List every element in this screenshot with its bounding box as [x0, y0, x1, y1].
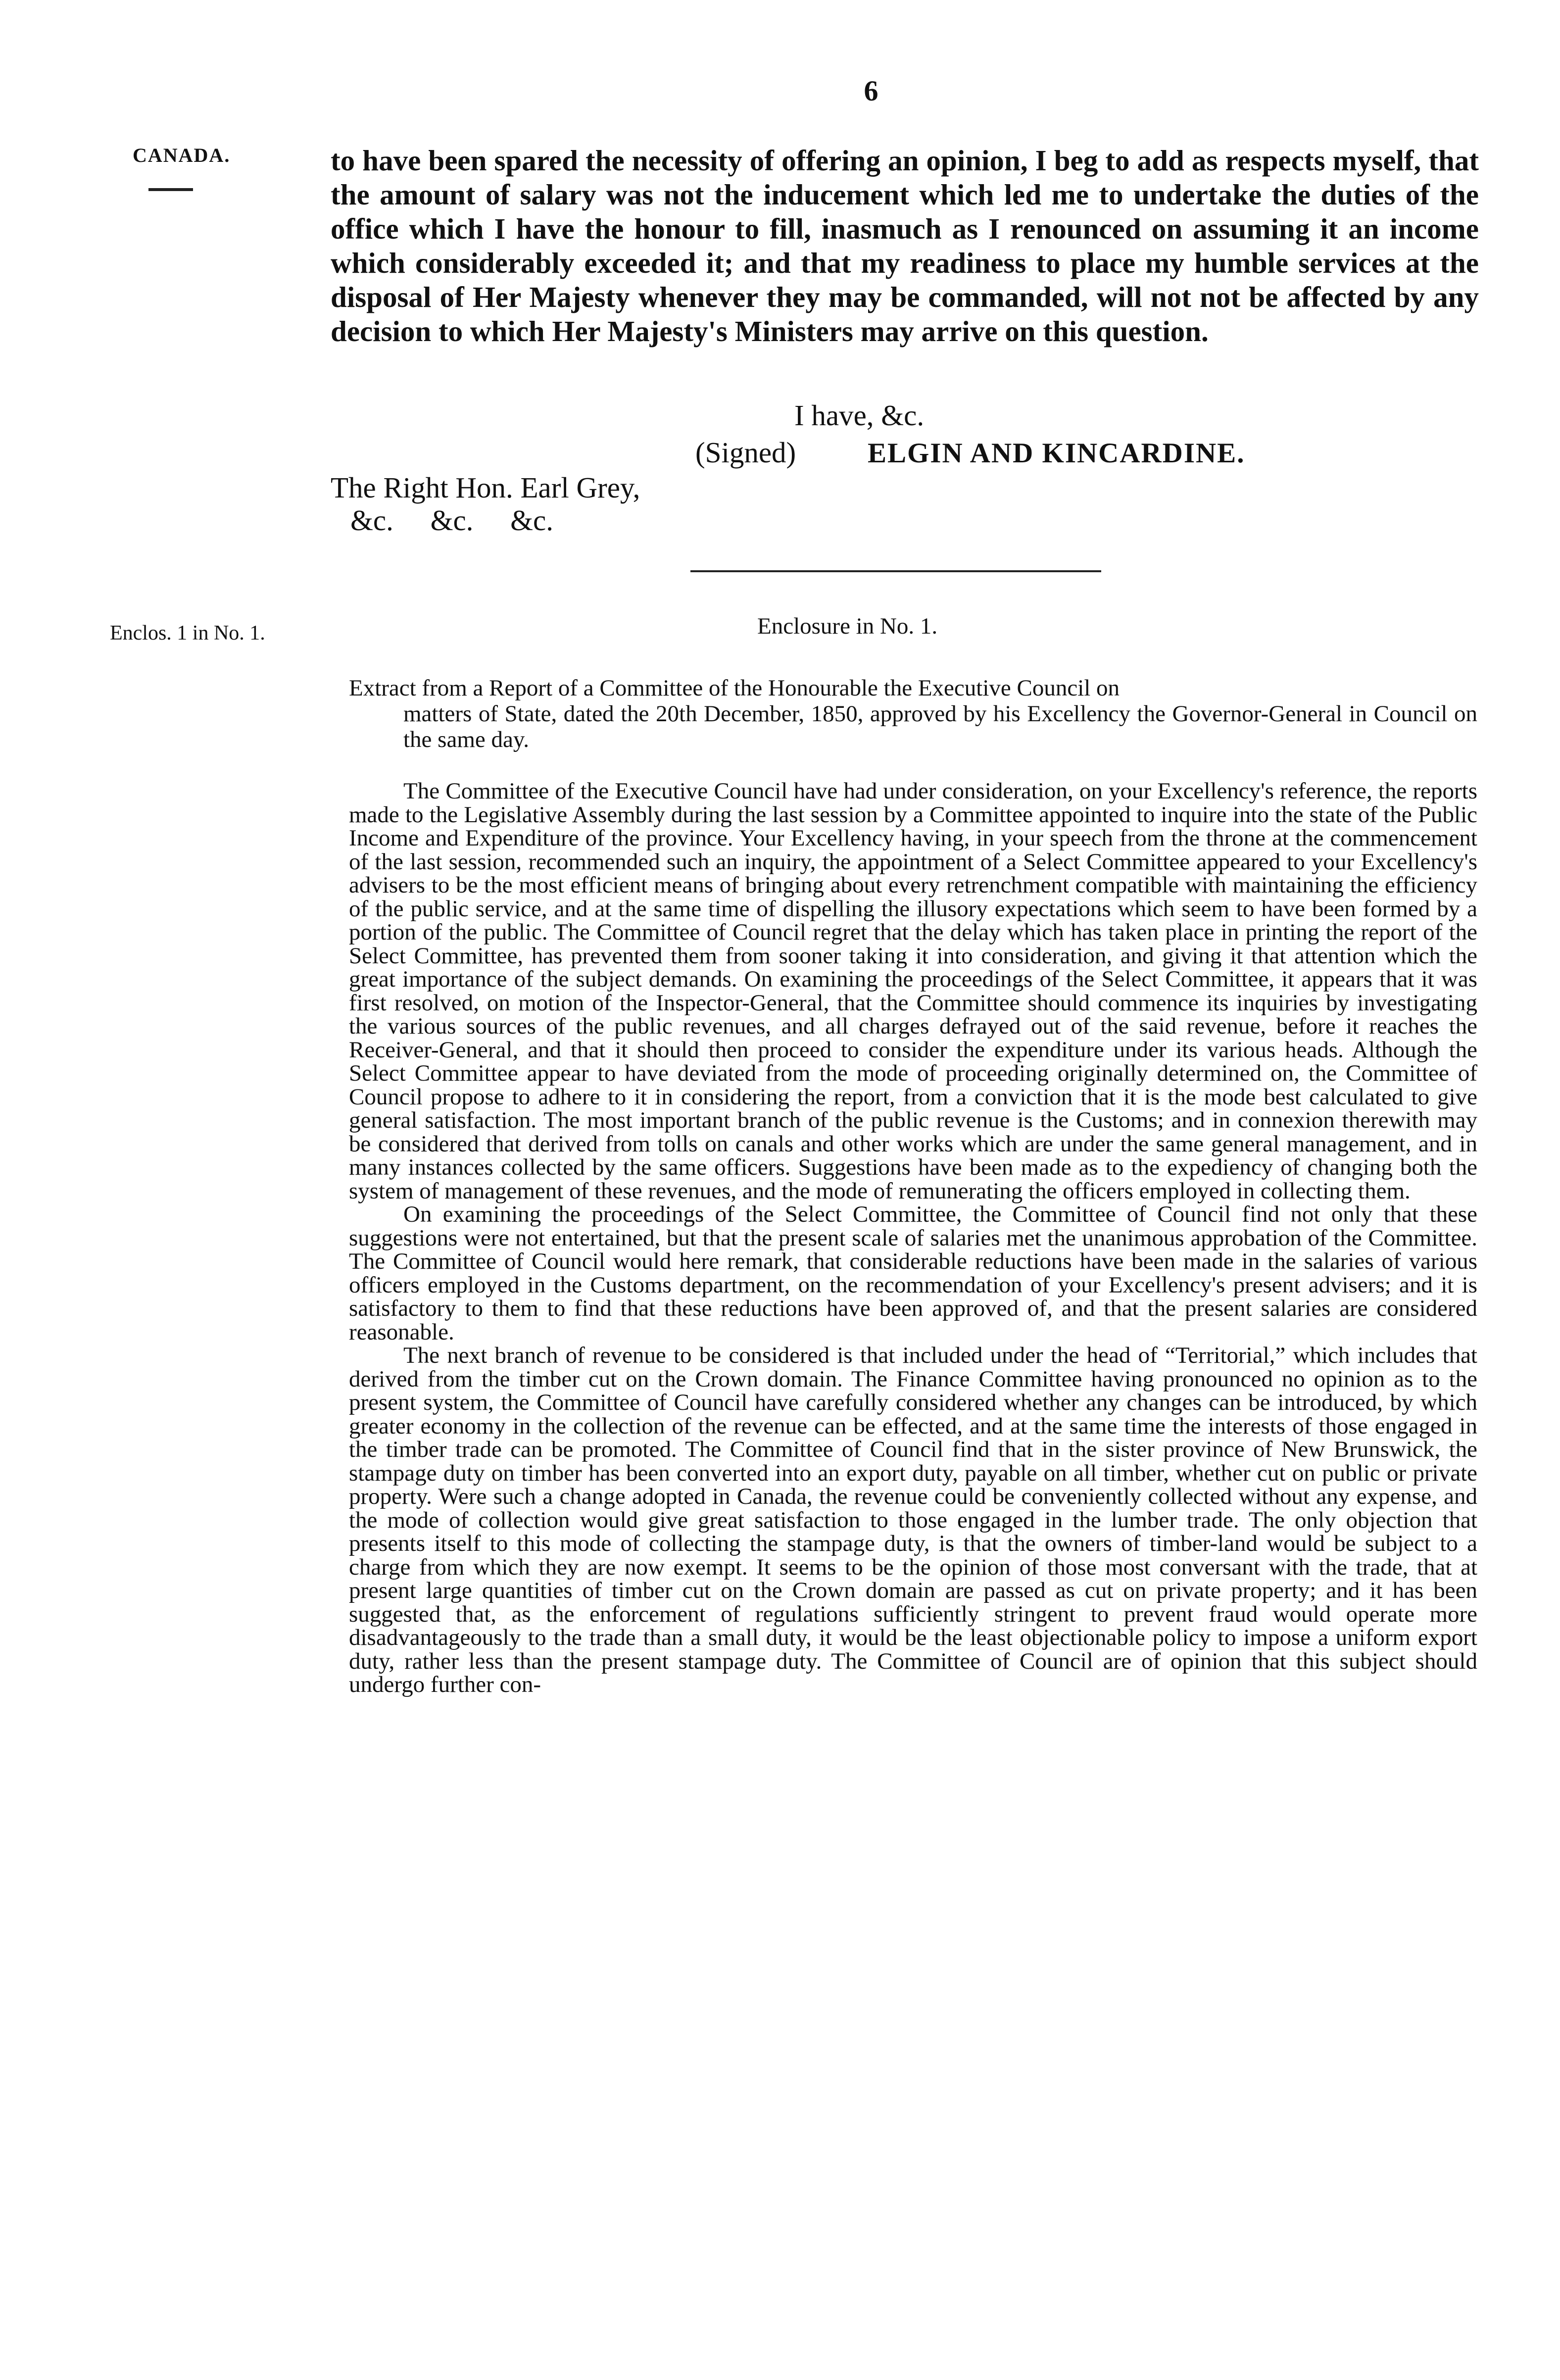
enclosure-title: Enclosure in No. 1.: [757, 613, 938, 639]
signature-line: [695, 436, 1245, 470]
letter-paragraph: to have been spared the necessity of offering an opinion, I beg to add as respects myself, that the amount of salary was not the inducement which led me to undertake the duties of the office which I have the honour to fill, inasmuch as I renounced on assuming it an income which considerably exceeded it; and that my readiness to place my humble services at the disposal of Her Majesty whenever they may be commanded, will not not be affected by any decision to which Her Majesty's Ministers may arrive on this question.: [331, 144, 1479, 347]
section-divider: [690, 570, 1101, 572]
body-paragraph: On examining the proceedings of the Select Committee, the Committee of Council find not only that these suggestions were not entertained, but that the present scale of salaries met the unanimous approbation of the Committee. The Committee of Council would here remark, that considerable reductions have been made in the salaries of various officers employed in the Customs department, on the recommendation of your Excellency's present advisers; and it is satisfactory to them to find that these reductions have been approved of, and that the present salaries are considered reasonable.: [349, 1201, 1477, 1345]
enclosure-body: [349, 780, 1477, 1697]
addressee-block: [331, 471, 640, 537]
extract-heading-line1: Extract from a Report of a Committee of the Honourable the Executive Council on: [349, 675, 1120, 701]
extract-heading-rest: matters of State, dated the 20th December, 1850, approved by his Excellency the Governor-General in Council on the same day.: [403, 701, 1477, 752]
body-paragraph: The next branch of revenue to be considered is that included under the head of “Territorial,” which includes that derived from the timber cut on the Crown domain. The Finance Committee having pronounced no opinion as to the present system, the Committee of Council have carefully considered whether any changes can be introduced, by which greater economy in the collection of the revenue can be effected, and at the same time the interests of those engaged in the timber trade can be promoted. The Committee of Council find that in the sister province of New Brunswick, the stampage duty on timber has been converted into an export duty, payable on all timber, whether cut on public or private property. Were such a change adopted in Canada, the revenue could be conveniently collected without any expense, and the mode of collection would give great satisfaction to those engaged in the lumber trade. The only objection that presents itself to this mode of collecting the stampage duty, is that the owners of timber-land would be subject to a charge from which they are now exempt. It seems to be the opinion of those most conversant with the trade, that at present large quantities of timber cut on the Crown domain are passed as cut on private property; and it has been suggested that, as the enforcement of regulations sufficiently stringent to prevent fraud would operate more disadvantageously to the trade than a small duty, it would be the least objectionable policy to impose a uniform export duty, rather less than the present stampage duty. The Committee of Council are of opinion that this subject should undergo further con-: [349, 1342, 1477, 1697]
margin-note-colony: CANADA.: [133, 144, 231, 166]
signed-label: (Signed): [695, 436, 796, 469]
extract-heading: [349, 675, 1477, 752]
margin-divider: [148, 188, 193, 191]
addressee-name: The Right Hon. Earl Grey,: [331, 471, 640, 504]
page-number: 6: [864, 75, 878, 107]
margin-note-enclosure: Enclos. 1 in No. 1.: [110, 622, 265, 645]
body-paragraph: The Committee of the Executive Council have had under consideration, on your Excellency's reference, the reports made to the Legislative Assembly during the last session by a Committee appointed to inquire into the state of the Public Income and Expenditure of the province. Your Excellency having, in your speech from the throne at the commencement of the last session, recommended such an inquiry, the appointment of a Select Committee appeared to your Excellency's advisers to be the most efficient means of bringing about every retrenchment compatible with maintaining the efficiency of the public service, and at the same time of dispelling the illusory expectations which seem to have been formed by a portion of the public. The Committee of Council regret that the delay which has taken place in printing the report of the Select Committee, has prevented them from sooner taking it into consideration, and giving it that attention which the great importance of the subject demands. On examining the proceedings of the Select Committee, it appears that it was first resolved, on motion of the Inspector-General, that the Committee should commence its inquiries by investigating the various sources of the public revenues, and all charges defrayed out of the said revenue, before it reaches the Receiver-General, and that it should then proceed to consider the expenditure under its various heads. Although the Select Committee appear to have deviated from the mode of proceeding originally determined on, the Committee of Council propose to adhere to it in considering the report, from a conviction that it is the mode best calculated to give general satisfaction. The most important branch of the public revenue is the Customs; and in connexion therewith may be considered that derived from tolls on canals and other works which are under the same general management, and in many instances collected by the same officers. Suggestions have been made as to the expediency of changing both the system of management of these revenues, and the mode of remunerating the officers employed in collecting them.: [349, 778, 1477, 1204]
letter-body: [331, 144, 1479, 348]
addressee-etc: &c. &c. &c.: [350, 504, 553, 537]
letter-closing: I have, &c.: [794, 399, 925, 432]
signature-name: ELGIN AND KINCARDINE.: [867, 438, 1245, 469]
